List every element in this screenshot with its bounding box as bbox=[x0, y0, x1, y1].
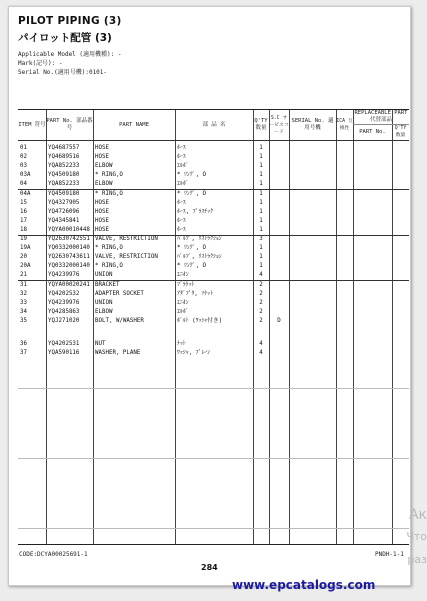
serial-line: Serial No.(適用号機):0101- bbox=[18, 69, 108, 76]
cell-item: 03 bbox=[20, 163, 27, 170]
cell-part-no: YQ4285863 bbox=[48, 308, 80, 315]
cell-name: * RING,O bbox=[95, 190, 123, 197]
cell-qty: 2 bbox=[259, 281, 263, 288]
cell-qty: 1 bbox=[259, 145, 263, 151]
cell-qty: 1 bbox=[259, 190, 263, 197]
cell-name: * RING,O bbox=[95, 263, 123, 270]
cell-jp: ﾎｰｽ bbox=[177, 199, 186, 206]
cell-part-no: YQYA00010448 bbox=[48, 226, 90, 233]
header-qty: Q'TY 数量 bbox=[254, 118, 268, 131]
cell-jp: ﾕﾆｵﾝ bbox=[177, 272, 189, 279]
applicable-model: Applicable Model (適用機種): - bbox=[18, 51, 122, 58]
cell-jp: * ﾘﾝｸﾞ, O bbox=[177, 190, 207, 197]
cell-jp: ﾜｯｼｬ, ﾌﾟﾚｰﾝ bbox=[177, 350, 211, 357]
cell-jp: ｴﾙﾎﾞ bbox=[177, 181, 189, 188]
mark-line: Mark(記号): - bbox=[18, 60, 63, 67]
header-part-name: PART NAME bbox=[119, 121, 149, 128]
cell-jp: ﾎｰｽ bbox=[177, 154, 186, 161]
cell-part-no: YQJ271020 bbox=[48, 317, 80, 324]
cell-part-no: YQ2630742551 bbox=[48, 236, 90, 242]
cell-part-no: YQ4327905 bbox=[48, 199, 80, 206]
parts-table bbox=[18, 109, 409, 545]
cell-qty: 1 bbox=[259, 254, 263, 261]
overlay-ghost-text-3: раз bbox=[407, 553, 427, 566]
cell-jp: * ﾘﾝｸﾞ, O bbox=[177, 172, 207, 179]
cell-item: 34 bbox=[20, 308, 27, 315]
cell-qty: 4 bbox=[259, 272, 263, 279]
site-watermark: www.epcatalogs.com bbox=[232, 578, 376, 592]
cell-item: 35 bbox=[20, 317, 27, 324]
cell-part-no: YQ0332000140 bbox=[48, 245, 90, 252]
cell-qty: 1 bbox=[259, 181, 263, 188]
cell-name: HOSE bbox=[95, 208, 109, 215]
header-rep-qty: Q'TY 数量 bbox=[394, 126, 407, 138]
cell-name: UNION bbox=[95, 299, 113, 306]
header-sc: S.C サービスコード bbox=[269, 115, 289, 135]
cell-item: 36 bbox=[20, 341, 27, 347]
cell-item: 31 bbox=[20, 281, 27, 288]
header-jp-name: 部 品 名 bbox=[202, 121, 226, 128]
cell-qty: 4 bbox=[259, 350, 263, 357]
cell-name: * RING,O bbox=[95, 172, 123, 179]
cell-qty: 1 bbox=[259, 263, 263, 270]
cell-name: ADAPTER SOCKET bbox=[95, 290, 144, 297]
cell-name: HOSE bbox=[95, 199, 109, 206]
cell-qty: 3 bbox=[259, 236, 263, 242]
cell-item: 02 bbox=[20, 154, 27, 161]
overlay-ghost-text-1: Ак bbox=[408, 507, 427, 523]
overlay-ghost-text-2: Что bbox=[406, 530, 427, 543]
cell-sc: D bbox=[277, 317, 281, 324]
cell-qty: 2 bbox=[259, 317, 263, 324]
page-title: PILOT PIPING (3) bbox=[18, 15, 122, 27]
cell-part-no: YQ4202532 bbox=[48, 290, 80, 297]
cell-name: UNION bbox=[95, 272, 113, 279]
cell-item: 04A bbox=[20, 190, 31, 197]
cell-part-no: YQ2630743611 bbox=[48, 254, 90, 261]
cell-jp: * ﾘﾝｸﾞ, O bbox=[177, 245, 207, 252]
cell-part-no: YQ4239976 bbox=[48, 272, 80, 279]
cell-name: ELBOW bbox=[95, 163, 113, 170]
cell-part-no: YQYA00020241 bbox=[48, 281, 90, 288]
cell-jp: ﾎﾞﾙﾄ (ﾜｯｼｬ付き) bbox=[177, 317, 223, 324]
cell-item: 16 bbox=[20, 208, 27, 215]
cell-part-no: YQ4345841 bbox=[48, 217, 80, 224]
cell-name: HOSE bbox=[95, 226, 109, 233]
cell-jp: ﾌﾞﾗｹｯﾄ bbox=[177, 281, 195, 288]
cell-name: * RING,O bbox=[95, 245, 123, 252]
cell-name: HOSE bbox=[95, 217, 109, 224]
header-ica: ICA 互換性 bbox=[336, 119, 353, 131]
cell-part-no: YQ4202531 bbox=[48, 341, 80, 347]
cell-item: 04 bbox=[20, 181, 27, 188]
cell-item: 19 bbox=[20, 236, 27, 242]
cell-jp: ﾎｰｽ bbox=[177, 217, 186, 224]
cell-item: 01 bbox=[20, 145, 27, 151]
cell-part-no: YQ4239976 bbox=[48, 299, 80, 306]
cell-part-no: YQ4726096 bbox=[48, 208, 80, 215]
cell-jp: ﾎｰｽ bbox=[177, 145, 186, 151]
cell-qty: 2 bbox=[259, 308, 263, 315]
cell-item: 15 bbox=[20, 199, 27, 206]
cell-item: 33 bbox=[20, 299, 27, 306]
footer-ref: PNDH-1-1 bbox=[375, 551, 404, 558]
cell-item: 17 bbox=[20, 217, 27, 224]
cell-name: VALVE, RESTRICTION bbox=[95, 236, 158, 242]
cell-name: BRACKET bbox=[95, 281, 120, 288]
cell-part-no: YQA590116 bbox=[48, 350, 80, 357]
cell-item: 03A bbox=[20, 172, 31, 179]
cell-jp: ﾎｰｽ bbox=[177, 226, 186, 233]
cell-qty: 1 bbox=[259, 172, 263, 179]
header-part-no: PART No. 部品番号 bbox=[46, 118, 93, 131]
cell-qty: 1 bbox=[259, 217, 263, 224]
cell-item: 21 bbox=[20, 272, 27, 279]
cell-part-no: YQ4509180 bbox=[48, 190, 80, 197]
cell-qty: 2 bbox=[259, 299, 263, 306]
cell-jp: ﾕﾆｵﾝ bbox=[177, 299, 189, 306]
cell-part-no: YQ4509180 bbox=[48, 172, 80, 179]
cell-jp: ﾅｯﾄ bbox=[177, 341, 186, 347]
cell-part-no: YQ4687557 bbox=[48, 145, 80, 151]
cell-name: HOSE bbox=[95, 154, 109, 161]
header-rep-part-no: PART No. bbox=[359, 128, 386, 135]
cell-qty: 1 bbox=[259, 208, 263, 215]
cell-item: 20 bbox=[20, 254, 27, 261]
page-number: 284 bbox=[201, 563, 218, 572]
cell-qty: 1 bbox=[259, 163, 263, 170]
cell-item: 19A bbox=[20, 245, 31, 252]
page-title-jp: パイロット配管 (3) bbox=[18, 32, 112, 44]
cell-jp: ｴﾙﾎﾞ bbox=[177, 163, 189, 170]
cell-item: 32 bbox=[20, 290, 27, 297]
cell-name: BOLT, W/WASHER bbox=[95, 317, 144, 324]
cell-name: WASHER, PLANE bbox=[95, 350, 141, 357]
header-replaceable: REPLACEABLE PART 代替部品 bbox=[354, 110, 408, 123]
cell-qty: 4 bbox=[259, 341, 263, 347]
cell-jp: ﾎｰｽ, ﾌﾟﾗｽﾁｯｸ bbox=[177, 208, 213, 215]
cell-name: ELBOW bbox=[95, 181, 113, 188]
cell-item: 18 bbox=[20, 226, 27, 233]
cell-qty: 1 bbox=[259, 154, 263, 161]
header-item: ITEM 符号 bbox=[18, 121, 46, 128]
cell-qty: 2 bbox=[259, 290, 263, 297]
cell-qty: 1 bbox=[259, 199, 263, 206]
cell-jp: ｱﾀﾞﾌﾟﾀ, ｿｹｯﾄ bbox=[177, 290, 213, 297]
cell-name: NUT bbox=[95, 341, 106, 347]
catalog-page bbox=[8, 6, 411, 586]
cell-jp: * ﾘﾝｸﾞ, O bbox=[177, 263, 207, 270]
cell-item: 37 bbox=[20, 350, 27, 357]
cell-part-no: YQ0332000140 bbox=[48, 263, 90, 270]
cell-qty: 1 bbox=[259, 245, 263, 252]
cell-jp: ｴﾙﾎﾞ bbox=[177, 308, 189, 315]
cell-name: ELBOW bbox=[95, 308, 113, 315]
cell-name: VALVE, RESTRICTION bbox=[95, 254, 158, 261]
header-serial: SERIAL No. 適用号機 bbox=[291, 118, 334, 131]
footer-code: CODE:DCYA00025691-1 bbox=[19, 551, 88, 558]
cell-part-no: YQA852233 bbox=[48, 163, 80, 170]
cell-part-no: YQ4689516 bbox=[48, 154, 80, 161]
cell-item: 20A bbox=[20, 263, 31, 270]
cell-jp: ﾊﾞﾙﾌﾞ, ﾘｽﾄﾗｸｼｮﾝ bbox=[177, 236, 222, 242]
cell-jp: ﾊﾞﾙﾌﾞ, ﾘｽﾄﾗｸｼｮﾝ bbox=[177, 254, 222, 261]
cell-name: HOSE bbox=[95, 145, 109, 151]
cell-qty: 1 bbox=[259, 226, 263, 233]
cell-part-no: YQA852233 bbox=[48, 181, 80, 188]
